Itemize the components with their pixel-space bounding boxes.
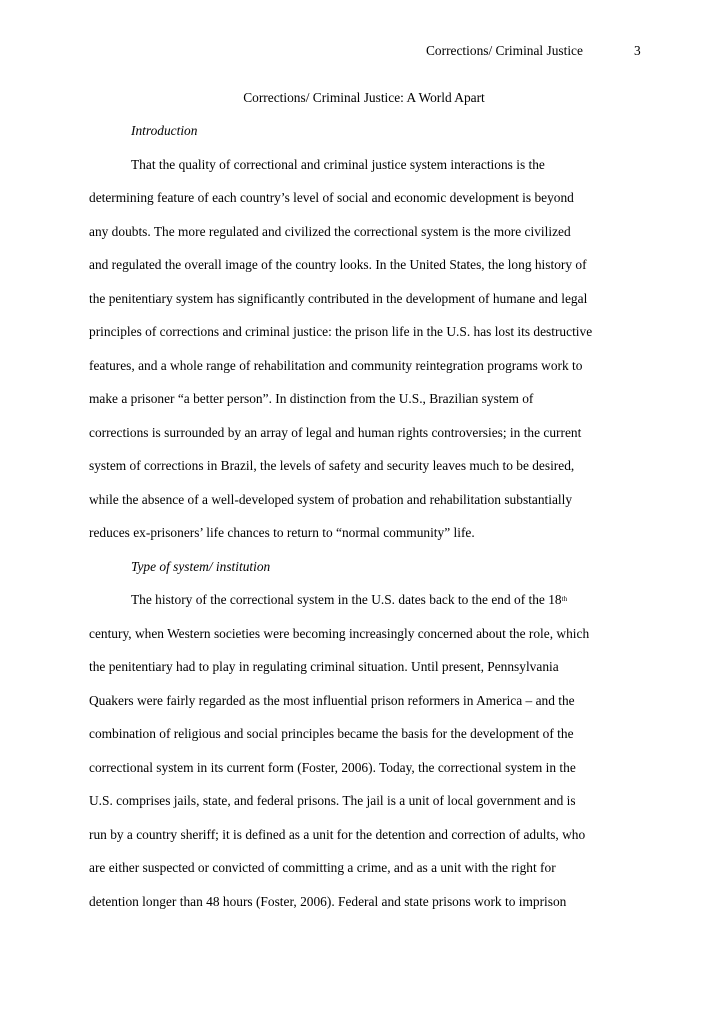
text-line: corrections is surrounded by an array of legal and human rights controversies; in the current <box>89 424 582 440</box>
text-line: century, when Western societies were becoming increasingly concerned about the role, which <box>89 625 590 641</box>
section-heading-introduction: Introduction <box>131 123 198 138</box>
page-number: 3 <box>634 43 641 58</box>
text-line: and regulated the overall image of the country looks. In the United States, the long history of <box>89 257 587 272</box>
text-line: features, and a whole range of rehabilitation and community reintegration programs work to <box>89 357 583 373</box>
text-line: correctional system in its current form (Foster, 2006). Today, the correctional system in the <box>89 759 576 775</box>
paper-title: Corrections/ Criminal Justice: A World Apart <box>243 90 485 105</box>
text-line: reduces ex-prisoners’ life chances to return to “normal community” life. <box>89 525 475 540</box>
text-line: run by a country sheriff; it is defined as a unit for the detention and correction of adults, who <box>89 826 586 842</box>
text-line-main: The history of the correctional system in the U.S. dates back to the end of the 18 <box>131 592 562 607</box>
text-line: U.S. comprises jails, state, and federal prisons. The jail is a unit of local government and is <box>89 793 576 808</box>
body-text <box>89 122 644 926</box>
text-line: determining feature of each country’s level of social and economic development is beyond <box>89 190 574 205</box>
page-header <box>0 42 728 60</box>
text-line: combination of religious and social principles became the basis for the development of the <box>89 726 574 741</box>
text-line: any doubts. The more regulated and civilized the correctional system is the more civilized <box>89 223 571 239</box>
text-line: principles of corrections and criminal justice: the prison life in the U.S. has lost its destructive <box>89 324 593 339</box>
text-line: system of corrections in Brazil, the levels of safety and security leaves much to be desired, <box>89 458 575 473</box>
text-line: make a prisoner “a better person”. In distinction from the U.S., Brazilian system of <box>89 391 534 406</box>
running-head: Corrections/ Criminal Justice <box>426 43 583 58</box>
text-line: detention longer than 48 hours (Foster, 2006). Federal and state prisons work to imprison <box>89 893 567 909</box>
section-heading-type-of-system: Type of system/ institution <box>131 558 271 574</box>
text-line: are either suspected or convicted of committing a crime, and as a unit with the right for <box>89 860 556 875</box>
ordinal-superscript: th <box>561 595 568 603</box>
text-line: the penitentiary system has significantly contributed in the development of humane and legal <box>89 290 588 306</box>
text-line: while the absence of a well-developed system of probation and rehabilitation substantially <box>89 491 573 507</box>
text-line: the penitentiary had to play in regulating criminal situation. Until present, Pennsylvania <box>89 659 559 674</box>
text-line-first <box>89 591 644 625</box>
text-line: Quakers were fairly regarded as the most influential prison reformers in America – and the <box>89 692 575 708</box>
text-line: That the quality of correctional and criminal justice system interactions is the <box>131 156 545 172</box>
